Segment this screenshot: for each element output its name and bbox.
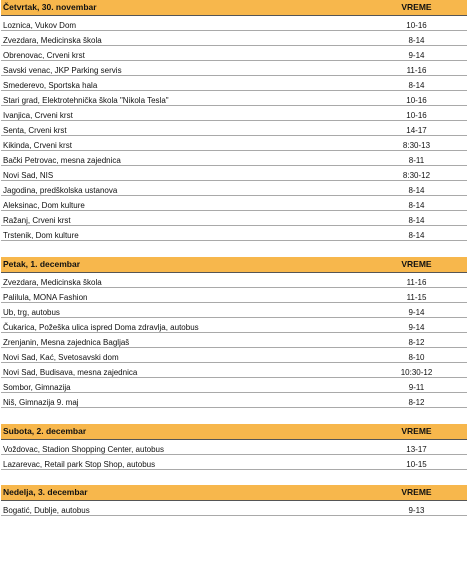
time-cell: 10-16: [366, 91, 467, 106]
time-cell: 8-14: [366, 181, 467, 196]
location-cell: Čukarica, Požeška ulica ispred Doma zdravlja, autobus: [1, 318, 366, 333]
location-cell: Stari grad, Elektrotehnička škola "Nikola Tesla": [1, 91, 366, 106]
location-cell: Obrenovac, Crveni krst: [1, 46, 366, 61]
time-cell: 10:30-12: [366, 363, 467, 378]
location-cell: Jagodina, predškolska ustanova: [1, 181, 366, 196]
time-cell: 13-17: [366, 440, 467, 455]
location-cell: Niš, Gimnazija 9. maj: [1, 393, 366, 408]
time-cell: 9-14: [366, 303, 467, 318]
time-cell: 10-16: [366, 106, 467, 121]
time-cell: 11-16: [366, 273, 467, 288]
location-cell: Zvezdara, Medicinska škola: [1, 273, 366, 288]
time-cell: 8-10: [366, 348, 467, 363]
location-cell: Bački Petrovac, mesna zajednica: [1, 151, 366, 166]
time-cell: 8:30-13: [366, 136, 467, 151]
section-title: Petak, 1. decembar: [1, 257, 366, 273]
table-row: [1, 303, 467, 318]
location-cell: Savski venac, JKP Parking servis: [1, 61, 366, 76]
table-row: [1, 151, 467, 166]
table-row: [1, 363, 467, 378]
location-cell: Novi Sad, NIS: [1, 166, 366, 181]
table-row: [1, 196, 467, 211]
section-header-row: [1, 424, 467, 440]
location-cell: Ražanj, Crveni krst: [1, 211, 366, 226]
table-row: [1, 166, 467, 181]
table-row: [1, 16, 467, 31]
location-cell: Novi Sad, Kać, Svetosavski dom: [1, 348, 366, 363]
schedule-section-sunday: [1, 485, 467, 516]
table-row: [1, 121, 467, 136]
table-row: [1, 76, 467, 91]
table-row: [1, 106, 467, 121]
location-cell: Voždovac, Stadion Shopping Center, autobus: [1, 440, 366, 455]
time-cell: 8-14: [366, 226, 467, 241]
time-cell: 8-12: [366, 333, 467, 348]
time-column-header: VREME: [366, 0, 467, 16]
time-cell: 14-17: [366, 121, 467, 136]
schedule-table: [1, 0, 467, 241]
location-cell: Bogatić, Dublje, autobus: [1, 501, 366, 516]
table-row: [1, 501, 467, 516]
location-cell: Smederevo, Sportska hala: [1, 76, 366, 91]
schedule-section-saturday: [1, 424, 467, 470]
time-cell: 8-12: [366, 393, 467, 408]
section-header-row: [1, 485, 467, 501]
time-cell: 8:30-12: [366, 166, 467, 181]
table-row: [1, 440, 467, 455]
section-header-row: [1, 257, 467, 273]
schedule-table: [1, 424, 467, 470]
table-row: [1, 333, 467, 348]
time-cell: 11-16: [366, 61, 467, 76]
table-row: [1, 393, 467, 408]
section-header-row: [1, 0, 467, 16]
location-cell: Lazarevac, Retail park Stop Shop, autobus: [1, 455, 366, 470]
location-cell: Loznica, Vukov Dom: [1, 16, 366, 31]
table-row: [1, 211, 467, 226]
time-cell: 8-14: [366, 196, 467, 211]
schedule-table: [1, 485, 467, 516]
time-column-header: VREME: [366, 424, 467, 440]
table-row: [1, 273, 467, 288]
section-title: Subota, 2. decembar: [1, 424, 366, 440]
location-cell: Sombor, Gimnazija: [1, 378, 366, 393]
table-row: [1, 226, 467, 241]
section-spacer: [0, 408, 468, 424]
time-cell: 8-14: [366, 31, 467, 46]
location-cell: Ub, trg, autobus: [1, 303, 366, 318]
table-row: [1, 378, 467, 393]
location-cell: Novi Sad, Budisava, mesna zajednica: [1, 363, 366, 378]
time-cell: 8-14: [366, 76, 467, 91]
time-cell: 9-11: [366, 378, 467, 393]
time-cell: 9-14: [366, 318, 467, 333]
location-cell: Senta, Crveni krst: [1, 121, 366, 136]
location-cell: Zrenjanin, Mesna zajednica Bagljaš: [1, 333, 366, 348]
time-cell: 9-14: [366, 46, 467, 61]
table-row: [1, 348, 467, 363]
section-spacer: [0, 241, 468, 257]
section-title: Nedelja, 3. decembar: [1, 485, 366, 501]
section-title: Četvrtak, 30. novembar: [1, 0, 366, 16]
location-cell: Ivanjica, Crveni krst: [1, 106, 366, 121]
time-cell: 11-15: [366, 288, 467, 303]
time-cell: 8-14: [366, 211, 467, 226]
table-row: [1, 31, 467, 46]
location-cell: Kikinda, Crveni krst: [1, 136, 366, 151]
location-cell: Palilula, MONA Fashion: [1, 288, 366, 303]
time-cell: 10-16: [366, 16, 467, 31]
location-cell: Trstenik, Dom kulture: [1, 226, 366, 241]
table-row: [1, 455, 467, 470]
section-spacer: [0, 470, 468, 485]
time-cell: 8-11: [366, 151, 467, 166]
time-cell: 9-13: [366, 501, 467, 516]
table-row: [1, 318, 467, 333]
table-row: [1, 181, 467, 196]
table-row: [1, 136, 467, 151]
table-row: [1, 61, 467, 76]
schedule-section-thursday: [1, 0, 467, 241]
table-row: [1, 288, 467, 303]
time-column-header: VREME: [366, 485, 467, 501]
schedule-section-friday: [1, 257, 467, 408]
location-cell: Aleksinac, Dom kulture: [1, 196, 366, 211]
table-row: [1, 46, 467, 61]
location-cell: Zvezdara, Medicinska škola: [1, 31, 366, 46]
time-column-header: VREME: [366, 257, 467, 273]
schedule-table: [1, 257, 467, 408]
table-row: [1, 91, 467, 106]
time-cell: 10-15: [366, 455, 467, 470]
